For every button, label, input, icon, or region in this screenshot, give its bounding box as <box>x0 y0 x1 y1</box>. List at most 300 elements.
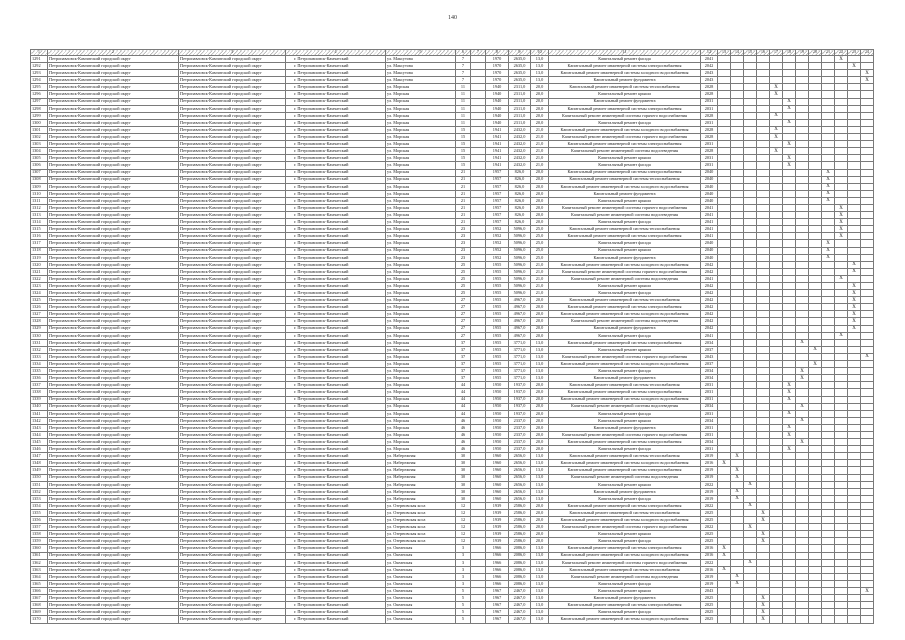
cell-period-mark <box>796 77 809 84</box>
cell-municipality: Петропавловск-Камчатский городской округ <box>48 105 179 112</box>
cell-period-mark <box>757 382 770 389</box>
cell-street: ул. Морская <box>386 233 456 240</box>
cell-work-type: Капитальный ремонт инженерной системы электроснабжения <box>549 439 701 446</box>
cell-period-mark <box>796 297 809 304</box>
cell-period-mark: X <box>757 510 770 517</box>
cell-period-mark <box>744 510 757 517</box>
cell-city: г. Петропавловск-Камчатский <box>286 460 386 467</box>
cell-plan-year: 2041 <box>701 204 718 211</box>
cell-col10: 20,0 <box>531 517 549 524</box>
cell-building <box>471 247 486 254</box>
cell-building <box>471 453 486 460</box>
cell-municipality: Петропавловск-Камчатский городской округ <box>48 488 179 495</box>
cell-work-type: Капитальный ремонт фасада <box>549 495 701 502</box>
cell-period-mark <box>731 325 744 332</box>
cell-work-type: Капитальный ремонт инженерной системы теплоснабжения <box>549 566 701 573</box>
cell-plan-year: 2034 <box>701 375 718 382</box>
cell-period-mark <box>718 204 731 211</box>
cell-house: 11 <box>456 84 471 91</box>
cell-period-mark <box>809 126 822 133</box>
cell-period-mark: X <box>783 382 796 389</box>
header-cell-11: 11 <box>549 50 701 56</box>
cell-period-mark <box>718 453 731 460</box>
cell-city: г. Петропавловск-Камчатский <box>286 361 386 368</box>
cell-building <box>471 403 486 410</box>
cell-period-mark <box>731 431 744 438</box>
cell-period-mark <box>783 524 796 531</box>
cell-year-built: 1960 <box>486 481 509 488</box>
cell-settlement-municipality: Петропавловск-Камчатский городской округ <box>179 538 286 545</box>
cell-municipality: Петропавловск-Камчатский городской округ <box>48 226 179 233</box>
cell-period-mark <box>770 580 783 587</box>
cell-number: 1353 <box>31 495 48 502</box>
cell-municipality: Петропавловск-Камчатский городской округ <box>48 240 179 247</box>
cell-period-mark <box>848 531 861 538</box>
cell-period-mark <box>848 488 861 495</box>
cell-period-mark <box>796 233 809 240</box>
cell-number: 1346 <box>31 446 48 453</box>
cell-period-mark <box>757 552 770 559</box>
cell-year-built: 1952 <box>486 240 509 247</box>
cell-period-mark <box>744 573 757 580</box>
cell-period-mark <box>822 396 835 403</box>
cell-municipality: Петропавловск-Камчатский городской округ <box>48 162 179 169</box>
cell-period-mark <box>809 339 822 346</box>
cell-area: 4967,0 <box>509 332 531 339</box>
cell-area: 4967,0 <box>509 297 531 304</box>
cell-building <box>471 169 486 176</box>
cell-area: 2311,0 <box>509 98 531 105</box>
cell-period-mark <box>861 552 874 559</box>
cell-period-mark <box>757 495 770 502</box>
cell-number: 1297 <box>31 98 48 105</box>
cell-period-mark <box>796 382 809 389</box>
cell-settlement-municipality: Петропавловск-Камчатский городской округ <box>179 212 286 219</box>
cell-house: 44 <box>456 403 471 410</box>
cell-col10: 13,0 <box>531 460 549 467</box>
cell-period-mark <box>718 254 731 261</box>
cell-work-type: Капитальный ремонт крыши <box>549 531 701 538</box>
cell-period-mark <box>718 77 731 84</box>
header-cell-6: 6 <box>456 50 471 56</box>
cell-period-mark <box>809 155 822 162</box>
cell-municipality: Петропавловск-Камчатский городской округ <box>48 176 179 183</box>
cell-period-mark <box>848 155 861 162</box>
cell-period-mark <box>731 84 744 91</box>
cell-period-mark <box>848 517 861 524</box>
cell-period-mark: X <box>822 247 835 254</box>
cell-col10: 20,0 <box>531 84 549 91</box>
cell-building <box>471 311 486 318</box>
cell-plan-year: 2025 <box>701 609 718 616</box>
cell-plan-year: 2016 <box>701 566 718 573</box>
cell-year-built: 1950 <box>486 439 509 446</box>
cell-period-mark <box>770 254 783 261</box>
cell-period-mark <box>861 119 874 126</box>
cell-period-mark <box>835 595 848 602</box>
cell-house: 23 <box>456 233 471 240</box>
cell-period-mark <box>744 226 757 233</box>
table-row <box>31 91 874 98</box>
cell-period-mark <box>731 602 744 609</box>
cell-period-mark <box>809 609 822 616</box>
cell-plan-year: 2043 <box>701 588 718 595</box>
cell-building <box>471 510 486 517</box>
cell-municipality: Петропавловск-Камчатский городской округ <box>48 141 179 148</box>
cell-period-mark <box>770 424 783 431</box>
cell-area: 2337,0 <box>509 439 531 446</box>
table-row <box>31 134 874 141</box>
cell-period-mark <box>718 162 731 169</box>
cell-year-built: 1957 <box>486 219 509 226</box>
cell-plan-year: 2016 <box>701 545 718 552</box>
cell-period-mark <box>770 304 783 311</box>
cell-area: 1937,0 <box>509 389 531 396</box>
cell-year-built: 1966 <box>486 552 509 559</box>
cell-period-mark <box>757 268 770 275</box>
cell-period-mark <box>835 297 848 304</box>
cell-number: 1350 <box>31 474 48 481</box>
cell-house: 27 <box>456 332 471 339</box>
cell-number: 1320 <box>31 261 48 268</box>
cell-period-mark <box>744 98 757 105</box>
cell-period-mark <box>796 91 809 98</box>
cell-house: 25 <box>456 261 471 268</box>
cell-street: ул. Морская <box>386 446 456 453</box>
cell-plan-year: 2025 <box>701 510 718 517</box>
cell-work-type: Капитальный ремонт инженерной системы холодного водоснабжения <box>549 616 701 623</box>
cell-period-mark <box>848 389 861 396</box>
cell-period-mark <box>822 332 835 339</box>
cell-period-mark <box>796 396 809 403</box>
cell-plan-year: 2031 <box>701 431 718 438</box>
cell-number: 1331 <box>31 339 48 346</box>
cell-street: ул. Морская <box>386 240 456 247</box>
cell-number: 1292 <box>31 63 48 70</box>
cell-settlement-municipality: Петропавловск-Камчатский городской округ <box>179 510 286 517</box>
cell-house: 46 <box>456 439 471 446</box>
cell-col10: 13,0 <box>531 602 549 609</box>
cell-period-mark <box>757 481 770 488</box>
table-row <box>31 573 874 580</box>
cell-period-mark <box>796 105 809 112</box>
cell-period-mark <box>744 531 757 538</box>
cell-period-mark <box>744 403 757 410</box>
cell-period-mark <box>809 375 822 382</box>
cell-settlement-municipality: Петропавловск-Камчатский городской округ <box>179 446 286 453</box>
cell-period-mark <box>796 481 809 488</box>
cell-period-mark <box>809 474 822 481</box>
table-row <box>31 339 874 346</box>
cell-city: г. Петропавловск-Камчатский <box>286 197 386 204</box>
cell-work-type: Капитальный ремонт фасада <box>549 56 701 63</box>
cell-plan-year: 2040 <box>701 254 718 261</box>
cell-street: ул. Морская <box>386 119 456 126</box>
cell-area: 2586,0 <box>509 538 531 545</box>
header-cell-23: 23 <box>848 50 861 56</box>
cell-period-mark <box>783 495 796 502</box>
cell-area: 1937,0 <box>509 410 531 417</box>
cell-settlement-municipality: Петропавловск-Камчатский городской округ <box>179 389 286 396</box>
cell-municipality: Петропавловск-Камчатский городской округ <box>48 524 179 531</box>
cell-period-mark <box>757 63 770 70</box>
cell-period-mark <box>770 346 783 353</box>
cell-work-type: Капитальный ремонт инженерной системы холодного водоснабжения <box>549 361 701 368</box>
cell-period-mark: X <box>744 524 757 531</box>
cell-period-mark <box>770 247 783 254</box>
cell-plan-year: 2040 <box>701 176 718 183</box>
cell-period-mark <box>770 467 783 474</box>
cell-period-mark: X <box>757 538 770 545</box>
cell-period-mark <box>783 304 796 311</box>
cell-period-mark <box>744 162 757 169</box>
table-row <box>31 410 874 417</box>
cell-period-mark <box>718 417 731 424</box>
cell-street: ул. Морская <box>386 311 456 318</box>
cell-period-mark <box>731 77 744 84</box>
cell-work-type: Капитальный ремонт крыши <box>549 283 701 290</box>
cell-period-mark <box>809 204 822 211</box>
cell-period-mark <box>848 70 861 77</box>
cell-city: г. Петропавловск-Камчатский <box>286 595 386 602</box>
cell-area: 826,0 <box>509 212 531 219</box>
cell-municipality: Петропавловск-Камчатский городской округ <box>48 517 179 524</box>
cell-period-mark <box>848 439 861 446</box>
cell-year-built: 1940 <box>486 84 509 91</box>
cell-period-mark <box>796 119 809 126</box>
cell-period-mark <box>796 488 809 495</box>
cell-period-mark <box>718 353 731 360</box>
cell-period-mark: X <box>822 176 835 183</box>
cell-number: 1344 <box>31 431 48 438</box>
cell-period-mark <box>744 311 757 318</box>
cell-period-mark <box>822 126 835 133</box>
cell-number: 1333 <box>31 353 48 360</box>
cell-period-mark <box>770 545 783 552</box>
cell-period-mark <box>757 524 770 531</box>
cell-period-mark <box>822 283 835 290</box>
cell-period-mark <box>757 169 770 176</box>
cell-period-mark: X <box>796 417 809 424</box>
cell-period-mark <box>744 431 757 438</box>
cell-period-mark <box>744 375 757 382</box>
cell-period-mark <box>757 261 770 268</box>
cell-plan-year: 2022 <box>701 559 718 566</box>
cell-period-mark <box>718 268 731 275</box>
cell-street: ул. Океанская <box>386 580 456 587</box>
cell-period-mark <box>822 559 835 566</box>
cell-period-mark <box>783 552 796 559</box>
cell-building <box>471 495 486 502</box>
cell-period-mark <box>796 247 809 254</box>
table-row <box>31 261 874 268</box>
cell-col10: 20,0 <box>531 439 549 446</box>
cell-period-mark <box>848 474 861 481</box>
cell-period-mark <box>744 410 757 417</box>
cell-house: 25 <box>456 283 471 290</box>
cell-period-mark <box>809 580 822 587</box>
cell-period-mark <box>718 98 731 105</box>
cell-period-mark <box>848 332 861 339</box>
cell-period-mark: X <box>757 517 770 524</box>
cell-municipality: Петропавловск-Камчатский городской округ <box>48 77 179 84</box>
cell-area: 2467,0 <box>509 616 531 623</box>
cell-building <box>471 573 486 580</box>
cell-area: 2311,0 <box>509 119 531 126</box>
cell-period-mark <box>731 98 744 105</box>
cell-street: ул. Морская <box>386 297 456 304</box>
cell-house: 21 <box>456 176 471 183</box>
cell-period-mark <box>809 141 822 148</box>
cell-period-mark <box>809 382 822 389</box>
cell-period-mark: X <box>861 77 874 84</box>
cell-period-mark <box>731 552 744 559</box>
cell-area: 2432,0 <box>509 141 531 148</box>
cell-plan-year: 2031 <box>701 162 718 169</box>
cell-plan-year: 2031 <box>701 389 718 396</box>
cell-building <box>471 609 486 616</box>
cell-city: г. Петропавловск-Камчатский <box>286 431 386 438</box>
cell-period-mark <box>848 616 861 623</box>
cell-year-built: 1955 <box>486 325 509 332</box>
cell-area: 1937,0 <box>509 382 531 389</box>
cell-period-mark <box>757 474 770 481</box>
table-row <box>31 580 874 587</box>
cell-period-mark <box>835 162 848 169</box>
cell-period-mark <box>731 460 744 467</box>
cell-city: г. Петропавловск-Камчатский <box>286 91 386 98</box>
cell-building <box>471 240 486 247</box>
cell-street: ул. Морская <box>386 339 456 346</box>
cell-work-type: Капитальный ремонт инженерной системы холодного водоснабжения <box>549 261 701 268</box>
cell-period-mark <box>861 98 874 105</box>
table-row <box>31 467 874 474</box>
cell-period-mark <box>861 453 874 460</box>
cell-period-mark <box>757 346 770 353</box>
cell-period-mark <box>757 339 770 346</box>
cell-number: 1314 <box>31 219 48 226</box>
cell-period-mark <box>783 169 796 176</box>
cell-city: г. Петропавловск-Камчатский <box>286 148 386 155</box>
cell-year-built: 1970 <box>486 77 509 84</box>
cell-area: 2656,0 <box>509 474 531 481</box>
page-number: 140 <box>448 15 457 21</box>
cell-house: 12 <box>456 531 471 538</box>
cell-work-type: Капитальный ремонт инженерной системы водоотведения <box>549 474 701 481</box>
cell-house: 5 <box>456 616 471 623</box>
cell-period-mark <box>757 77 770 84</box>
cell-period-mark <box>783 467 796 474</box>
cell-plan-year: 2031 <box>701 446 718 453</box>
cell-period-mark <box>731 353 744 360</box>
cell-year-built: 1952 <box>486 226 509 233</box>
cell-period-mark <box>796 219 809 226</box>
cell-period-mark <box>757 361 770 368</box>
cell-building <box>471 112 486 119</box>
cell-area: 2311,0 <box>509 91 531 98</box>
cell-city: г. Петропавловск-Камчатский <box>286 126 386 133</box>
cell-period-mark: X <box>848 297 861 304</box>
cell-period-mark <box>757 453 770 460</box>
cell-settlement-municipality: Петропавловск-Камчатский городской округ <box>179 361 286 368</box>
cell-building <box>471 70 486 77</box>
cell-period-mark <box>718 616 731 623</box>
cell-period-mark <box>718 382 731 389</box>
cell-period-mark: X <box>731 495 744 502</box>
cell-work-type: Капитальный ремонт инженерной системы теплоснабжения <box>549 382 701 389</box>
cell-settlement-municipality: Петропавловск-Камчатский городской округ <box>179 56 286 63</box>
cell-area: 2586,0 <box>509 524 531 531</box>
cell-period-mark <box>770 63 783 70</box>
cell-work-type: Капитальный ремонт инженерной системы теплоснабжения <box>549 176 701 183</box>
table-row <box>31 98 874 105</box>
cell-period-mark: X <box>770 126 783 133</box>
cell-period-mark <box>744 332 757 339</box>
cell-settlement-municipality: Петропавловск-Камчатский городской округ <box>179 98 286 105</box>
cell-period-mark <box>861 325 874 332</box>
cell-period-mark <box>848 431 861 438</box>
cell-period-mark <box>835 134 848 141</box>
cell-building <box>471 325 486 332</box>
cell-settlement-municipality: Петропавловск-Камчатский городской округ <box>179 126 286 133</box>
cell-house: 21 <box>456 219 471 226</box>
cell-street: ул. Набережная <box>386 474 456 481</box>
cell-col10: 21,0 <box>531 162 549 169</box>
cell-period-mark <box>835 602 848 609</box>
cell-period-mark <box>809 254 822 261</box>
cell-municipality: Петропавловск-Камчатский городской округ <box>48 155 179 162</box>
cell-period-mark <box>861 580 874 587</box>
cell-municipality: Петропавловск-Камчатский городской округ <box>48 290 179 297</box>
cell-col10: 20,0 <box>531 197 549 204</box>
cell-area: 2586,0 <box>509 517 531 524</box>
cell-period-mark <box>757 134 770 141</box>
cell-col10: 20,0 <box>531 219 549 226</box>
cell-municipality: Петропавловск-Камчатский городской округ <box>48 84 179 91</box>
cell-number: 1321 <box>31 268 48 275</box>
cell-work-type: Капитальный ремонт фундамента <box>549 375 701 382</box>
cell-period-mark <box>861 609 874 616</box>
cell-period-mark <box>848 424 861 431</box>
cell-street: ул. Морская <box>386 84 456 91</box>
cell-period-mark <box>809 559 822 566</box>
table-row <box>31 446 874 453</box>
cell-number: 1322 <box>31 275 48 282</box>
cell-settlement-municipality: Петропавловск-Камчатский городской округ <box>179 460 286 467</box>
cell-period-mark <box>783 70 796 77</box>
cell-work-type: Капитальный ремонт крыши <box>549 155 701 162</box>
cell-year-built: 1957 <box>486 176 509 183</box>
cell-period-mark <box>848 446 861 453</box>
cell-period-mark <box>744 134 757 141</box>
cell-period-mark <box>822 481 835 488</box>
cell-period-mark <box>783 538 796 545</box>
cell-period-mark <box>822 389 835 396</box>
cell-period-mark <box>770 609 783 616</box>
cell-period-mark <box>744 545 757 552</box>
cell-period-mark <box>861 56 874 63</box>
cell-city: г. Петропавловск-Камчатский <box>286 141 386 148</box>
cell-period-mark <box>796 240 809 247</box>
cell-period-mark <box>835 247 848 254</box>
cell-period-mark <box>731 283 744 290</box>
cell-period-mark <box>744 595 757 602</box>
cell-period-mark <box>744 204 757 211</box>
cell-area: 5096,0 <box>509 233 531 240</box>
cell-period-mark <box>770 176 783 183</box>
cell-period-mark <box>731 212 744 219</box>
cell-street: ул. Максутова <box>386 56 456 63</box>
